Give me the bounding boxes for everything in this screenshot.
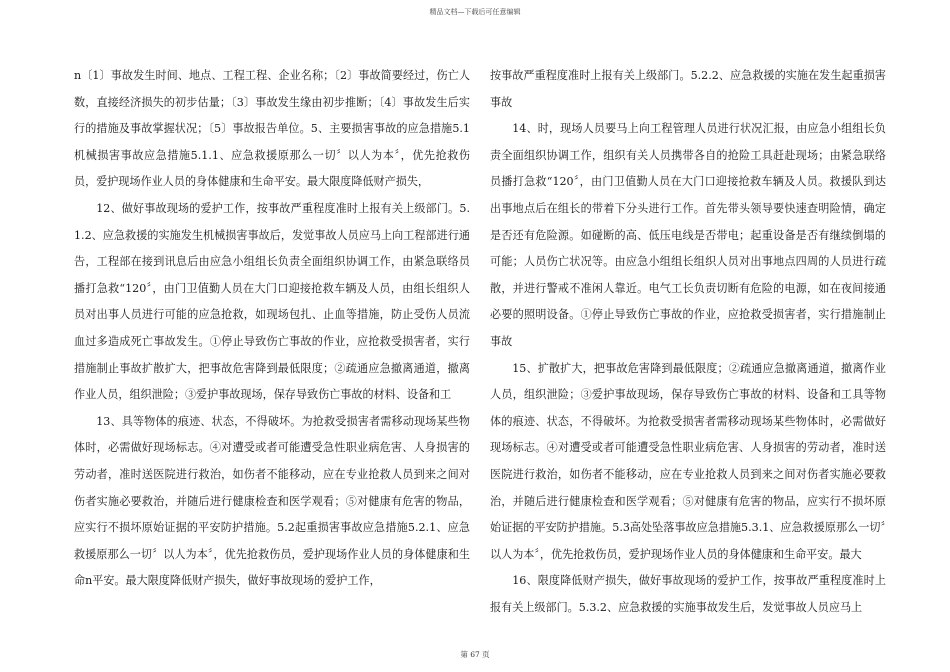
paragraph: 12、做好事故现场的爱护工作，按事故严重程度准时上报有关上级部门。5.1.2、应急救援的实施发生机械损害事故后，发觉事故人员应马上向工程部进行通告，工程部在接到讯息后由应急小组组长负责全面组织协调工作，由紧急联络员播打急救“120〞，由门卫值勤人员在大门口迎接抢救车辆及人员，由组长组织人员对出事人员进行可能的应急抢救，如现场包扎、止血等措施，防止受伤人员流血过多造成死亡事故发生。①停止导致伤亡事故的作业，应抢救受损害者，实行措施制止事故扩散扩大，把事故危害降到最低限度；②疏通应急撤离通道，撤离作业人员，组织泄险；③爱护事故现场，保存导致伤亡事故的材料、设备和工 (74, 201, 470, 402)
paragraph: 15、扩散扩大，把事故危害降到最低限度；②疏通应急撤离通道，撤离作业人员，组织泄险；③爱护事故现场，保存导致伤亡事故的材料、设备和工具等物体的痕迹、状态，不得破坏。为抢救受损害者需移动现场某些物体时，必需做好现场标志。④对遭受或者可能遭受急性职业病危害、人身损害的劳动者，准时送医院进行救治，如伤者不能移动，应在专业抢救人员到来之间对伤者实施必要救治，并随后进行健康检查和医学观看；⑤对健康有危害的物品，应实行不损坏原始证据的平安防护措施。5.3高处坠落事故应急措施5.3.1、应急救援原那么一切〞以人为本〞，优先抢救伤员，爱护现场作业人员的身体健康和生命平安。最大 (490, 361, 886, 561)
paragraph: n〔1〕事故发生时间、地点、工程工程、企业名称；〔2〕事故简要经过，伤亡人数，直接经济损失的初步估量；〔3〕事故发生缘由初步推断；〔4〕事故发生后实行的措施及事故掌握状况；〔5〕事故报告单位。5、主要损害事故的应急措施5.1机械损害事故应急措施5.1.1、应急救援原那么一切〞以人为本〞，优先抢救伤员，爱护现场作业人员的身体健康和生命平安。最大限度降低财产损失， (74, 69, 470, 189)
left-column (74, 63, 470, 595)
paragraph: 13、具等物体的痕迹、状态，不得破坏。为抢救受损害者需移动现场某些物体时，必需做好现场标志。④对遭受或者可能遭受急性职业病危害、人身损害的劳动者，准时送医院进行救治，如伤者不能移动，应在专业抢救人员到来之间对伤者实施必要救治，并随后进行健康检查和医学观看；⑤对健康有危害的物品，应实行不损坏原始证据的平安防护措施。5.2起重损害事故应急措施5.2.1、应急救援原那么一切〞以人为本〞，优先抢救伤员，爱护现场作业人员的身体健康和生命n平安。最大限度降低财产损失，做好事故现场的爱护工作， (74, 414, 470, 588)
paragraph: 按事故严重程度准时上报有关上级部门。5.2.2、应急救援的实施在发生起重损害事故 (490, 69, 886, 109)
paragraph: 16、限度降低财产损失，做好事故现场的爱护工作，按事故严重程度准时上报有关上级部门。5.3.2、应急救援的实施事故发生后，发觉事故人员应马上 (490, 574, 886, 614)
page-number: 第 67 页 (460, 650, 490, 659)
paragraph: 14、时，现场人员要马上向工程管理人员进行状况汇报，由应急小组组长负责全面组织协调工作，组织有关人员携带各自的抢险工具赶赴现场；由紧急联络员播打急救“120〞，由门卫值勤人员在大门口迎接抢救车辆及人员。救援队到达出事地点后在组长的带着下分头进行工作。首先带头领导要快速查明险情，确定是否还有危险源。如碰断的高、低压电线是否带电；起重设备是否有继续倒塌的可能；人员伤亡状况等。由应急小组组长组织人员对出事地点四周的人员进行疏散，并进行警戒不准闲人靠近。电气工长负责切断有危险的电源，如在夜间接通必要的照明设备。①停止导致伤亡事故的作业，应抢救受损害者，实行措施制止事故 (490, 122, 886, 348)
right-column (490, 63, 886, 621)
page-header: 精品文档—下载后可任意编辑 (429, 8, 521, 16)
